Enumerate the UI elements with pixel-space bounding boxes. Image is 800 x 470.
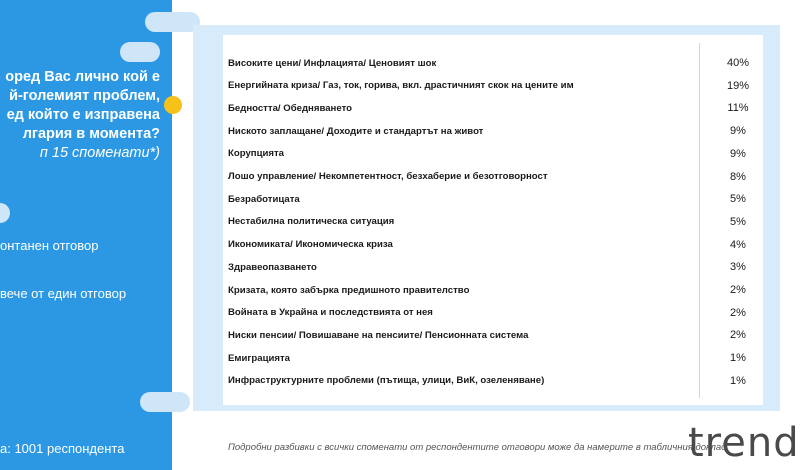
row-value: 1% [730,374,746,387]
spontaneous-answer-text: онтанен отговор [0,238,99,253]
row-value: 2% [730,284,746,296]
row-label: Ниското заплащане/ Доходите и стандартът на живот [228,125,484,137]
multiple-answers-text: вече от един отговор [0,286,127,301]
results-table [223,35,763,405]
row-label: Емиграцията [228,352,291,364]
row-label: Енергийната криза/ Газ, ток, горива, вкл. драстичният скок на цените им [228,80,574,92]
row-value: 1% [730,352,746,365]
row-label: Здравеопазването [228,261,317,273]
row-label: Бедността/ Обедняването [228,102,352,114]
decor-pill [120,42,160,62]
accent-dot [164,96,182,114]
decor-pill [140,392,190,412]
row-label: Корупцията [228,148,285,160]
row-value: 8% [730,170,746,183]
table-row [223,302,763,324]
table-row [223,143,763,165]
row-label: Инфраструктурните проблеми (пътища, улици, ВиК, озеленяване) [228,375,545,387]
decor-pill [0,203,10,223]
row-value: 3% [730,261,746,274]
row-value: 5% [730,193,746,206]
table-row [223,256,763,278]
respondents-text: а: 1001 респондента [0,441,125,456]
table-row [223,234,763,256]
footer-note: Подробни разбивки с всички споменати от респондентите отговори може да намерите в табличния доклад [228,442,727,453]
row-value: 9% [730,125,746,138]
row-value: 40% [726,57,750,69]
row-value: 19% [726,79,750,92]
row-label: Кризата, която забърка предишното правителство [228,284,470,296]
table-row [223,188,763,210]
table-row [223,370,763,392]
question-line: ед който е изправена [6,107,160,123]
row-value: 2% [730,306,746,319]
row-label: Високите цени/ Инфлацията/ Ценовият шок [228,57,437,69]
table-row [223,97,763,119]
table-row [223,166,763,188]
row-value: 2% [730,329,746,342]
results-table-frame [193,25,780,411]
table-row [223,279,763,301]
question-note: п 15 споменати*) [39,145,160,161]
decor-pill [145,12,200,32]
table-row [223,75,763,97]
row-value: 11% [727,102,749,115]
row-label: Икономиката/ Икономическа криза [228,239,393,251]
table-row [223,52,763,74]
row-value: 5% [730,215,746,228]
table-row [223,211,763,233]
row-label: Ниски пенсии/ Повишаване на пенсиите/ Пенсионната система [228,329,529,341]
sidebar [0,0,172,470]
trend-logo: trend [688,420,800,466]
question-line: оред Вас лично кой е [5,69,160,85]
row-value: 4% [730,238,746,251]
question-line: й-големият проблем, [9,88,160,104]
row-label: Нестабилна политическа ситуация [228,216,395,228]
row-label: Лошо управление/ Некомпетентност, безхаберие и безотговорност [228,171,548,182]
question-line: лгария в момента? [22,126,160,142]
row-label: Войната в Украйна и последствията от нея [228,307,433,319]
row-value: 9% [730,147,746,160]
question-text [0,68,160,163]
table-row [223,347,763,369]
table-row [223,120,763,142]
row-label: Безработицата [228,193,300,205]
table-row [223,324,763,346]
